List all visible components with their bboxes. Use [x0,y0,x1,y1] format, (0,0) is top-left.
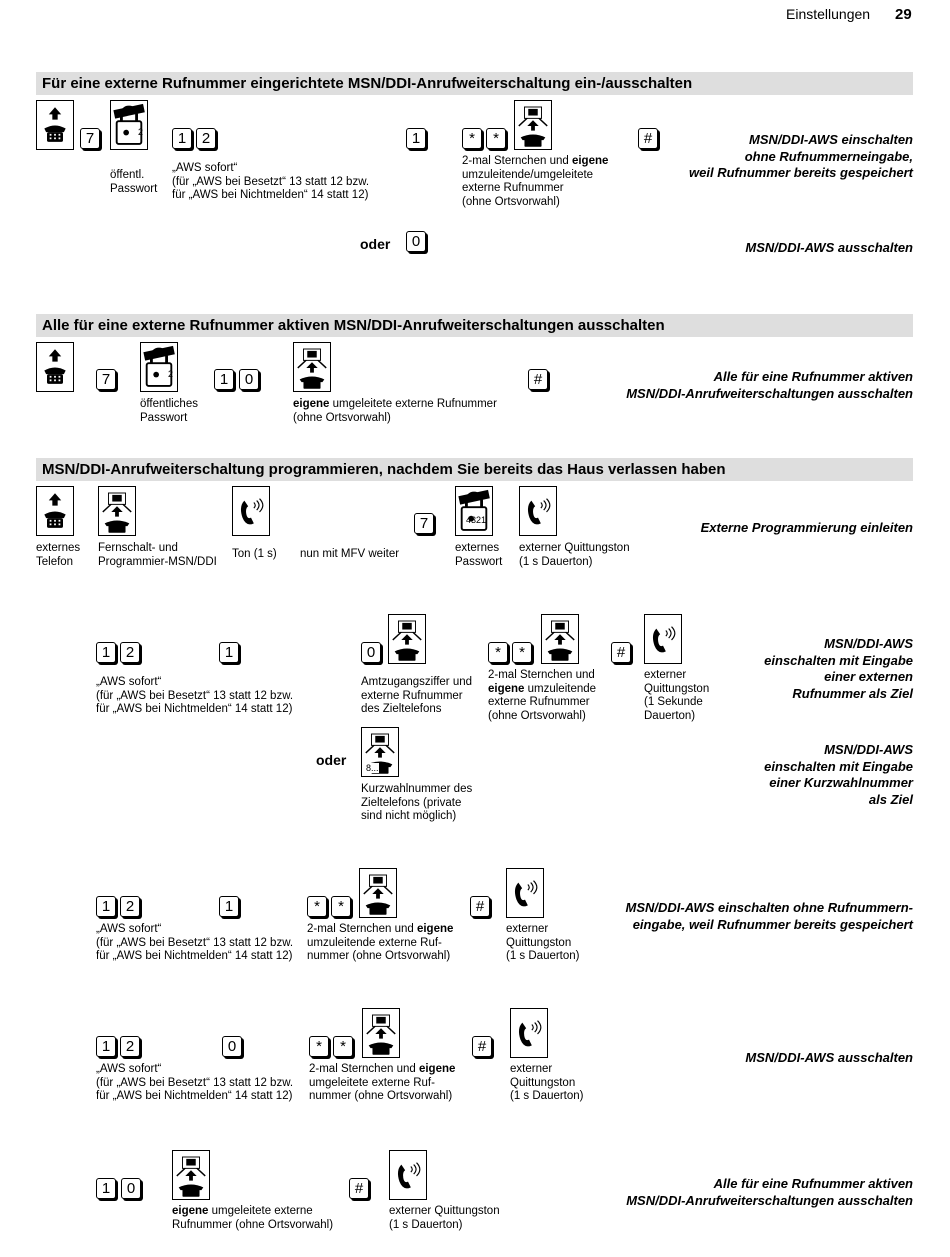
key-star: * [486,128,506,149]
result-text: Alle für eine Rufnummer aktiven MSN/DDI-Anrufweiterschaltungen ausschalten [626,1176,913,1208]
phone-lift-icon [36,100,74,150]
phone-lift-icon [36,342,74,392]
key-7: 7 [96,369,116,390]
handset-tone-icon [519,486,557,536]
key-hash: # [470,896,490,917]
key-2: 2 [120,642,140,663]
key-hash: # [638,128,658,149]
amtz-label: Amtzugangsziffer und externe Rufnummer des Zieltelefons [361,676,473,715]
padlock-icon: 4321 [455,486,493,536]
house-phone-icon [514,100,552,150]
result-text: MSN/DDI-AWS einschalten mit Eingabe einer externen Rufnummer als Ziel [764,636,913,701]
key-star: * [331,896,351,917]
house-phone-icon [172,1150,210,1200]
house-phone-icon [388,614,426,664]
oder-label: oder [316,752,347,768]
section-2-title: Alle für eine externe Rufnummer aktiven MSN/DDI-Anrufweiterschaltungen ausschalten [36,314,913,337]
quitt-label: externer Quittungston (1 s Dauerton) [519,542,630,568]
house-phone-icon [359,868,397,918]
key-7: 7 [80,128,100,149]
ext-password-label: externes Passwort [455,542,503,568]
house-phone-icon [362,1008,400,1058]
page-number: 29 [895,6,912,23]
quitt-label: externer Quittungston (1 s Dauerton) [389,1205,500,1231]
result-text: MSN/DDI-AWS ausschalten [745,1050,913,1065]
mfv-label: nun mit MFV weiter [300,548,400,560]
key-star: * [307,896,327,917]
handset-tone-icon [510,1008,548,1058]
result-text: MSN/DDI-AWS einschalten ohne Rufnummerneingabe, weil Rufnummer bereits gespeichert [689,132,913,180]
key-star: * [512,642,532,663]
key-1: 1 [96,896,116,917]
key-1: 1 [96,1178,116,1199]
star-label: 2-mal Sternchen und eigene umzuleitende externe Ruf- nummer (ohne Ortsvorwahl) [307,923,454,962]
key-star: * [333,1036,353,1057]
key-star: * [488,642,508,663]
tone-label: Ton (1 s) [232,548,277,560]
phone-lift-icon [36,486,74,536]
aws-label: „AWS sofort“ (für „AWS bei Besetzt“ 13 statt 12 bzw. für „AWS bei Nichtmelden“ 14 statt 12) [96,676,294,715]
own-number-label: eigene umgeleitete externe Rufnummer (ohne Ortsvorwahl) [172,1205,334,1231]
handset-tone-icon [389,1150,427,1200]
own-number-label: eigene umgeleitete externe Rufnummer (ohne Ortsvorwahl) [293,398,497,424]
key-1: 1 [214,369,234,390]
star-label: 2-mal Sternchen und eigene umgeleitete externe Ruf- nummer (ohne Ortsvorwahl) [309,1063,456,1102]
key-hash: # [349,1178,369,1199]
padlock-icon: 2 [110,100,148,150]
result-text: Alle für eine Rufnummer aktiven MSN/DDI-Anrufweiterschaltungen ausschalten [626,369,913,401]
key-2: 2 [196,128,216,149]
house-phone-icon [541,614,579,664]
speed-dial-icon: 8... [361,727,399,777]
key-0: 0 [239,369,259,390]
key-star: * [309,1036,329,1057]
result-text: Externe Programmierung einleiten [700,520,913,535]
key-1: 1 [96,1036,116,1057]
key-0: 0 [222,1036,242,1057]
padlock-icon: 2 [140,342,178,392]
aws-label: „AWS sofort“ (für „AWS bei Besetzt“ 13 statt 12 bzw. für „AWS bei Nichtmelden“ 14 statt 12) [172,162,370,201]
password-label: öffentliches Passwort [140,398,198,424]
ext-phone-label: externes Telefon [36,542,81,568]
oder-label: oder [360,236,391,252]
key-1: 1 [172,128,192,149]
aws-label: „AWS sofort“ (für „AWS bei Besetzt“ 13 statt 12 bzw. für „AWS bei Nichtmelden“ 14 statt 12) [96,1063,294,1102]
key-2: 2 [120,1036,140,1057]
key-2: 2 [120,896,140,917]
running-header: Einstellungen [786,6,871,22]
handset-tone-icon [506,868,544,918]
speed-dial-label: Kurzwahlnummer des Zieltelefons (private sind nicht möglich) [361,783,473,822]
key-7: 7 [414,513,434,534]
result-text: MSN/DDI-AWS ausschalten [745,240,913,255]
key-hash: # [611,642,631,663]
quitt-label: externer Quittungston (1 Sekunde Dauerton) [644,669,710,722]
section-3-title: MSN/DDI-Anrufweiterschaltung programmieren, nachdem Sie bereits das Haus verlassen haben [36,458,913,481]
key-1: 1 [96,642,116,663]
quitt-label: externer Quittungston (1 s Dauerton) [510,1063,584,1102]
password-label: öffentl. Passwort [110,169,158,195]
key-1: 1 [219,642,239,663]
key-1: 1 [219,896,239,917]
house-phone-icon [98,486,136,536]
key-hash: # [528,369,548,390]
key-0: 0 [406,231,426,252]
section-1-title: Für eine externe Rufnummer eingerichtete MSN/DDI-Anrufweiterschaltung ein-/ausschalten [36,72,913,95]
key-0: 0 [121,1178,141,1199]
key-1: 1 [406,128,426,149]
key-0: 0 [361,642,381,663]
result-text: MSN/DDI-AWS einschalten ohne Rufnummern- eingabe, weil Rufnummer bereits gespeichert [625,900,913,932]
key-star: * [462,128,482,149]
star-label: 2-mal Sternchen und eigene umzuleitende externe Rufnummer (ohne Ortsvorwahl) [488,669,597,722]
handset-tone-icon [644,614,682,664]
quitt-label: externer Quittungston (1 s Dauerton) [506,923,580,962]
key-hash: # [472,1036,492,1057]
star-label: 2-mal Sternchen und eigene umzuleitende/umgeleitete externe Rufnummer (ohne Ortsvorwahl) [462,155,609,208]
aws-label: „AWS sofort“ (für „AWS bei Besetzt“ 13 statt 12 bzw. für „AWS bei Nichtmelden“ 14 statt 12) [96,923,294,962]
fern-label: Fernschalt- und Programmier-MSN/DDI [98,542,217,568]
result-text: MSN/DDI-AWS einschalten mit Eingabe einer Kurzwahlnummer als Ziel [764,742,913,807]
handset-tone-icon [232,486,270,536]
house-phone-icon [293,342,331,392]
